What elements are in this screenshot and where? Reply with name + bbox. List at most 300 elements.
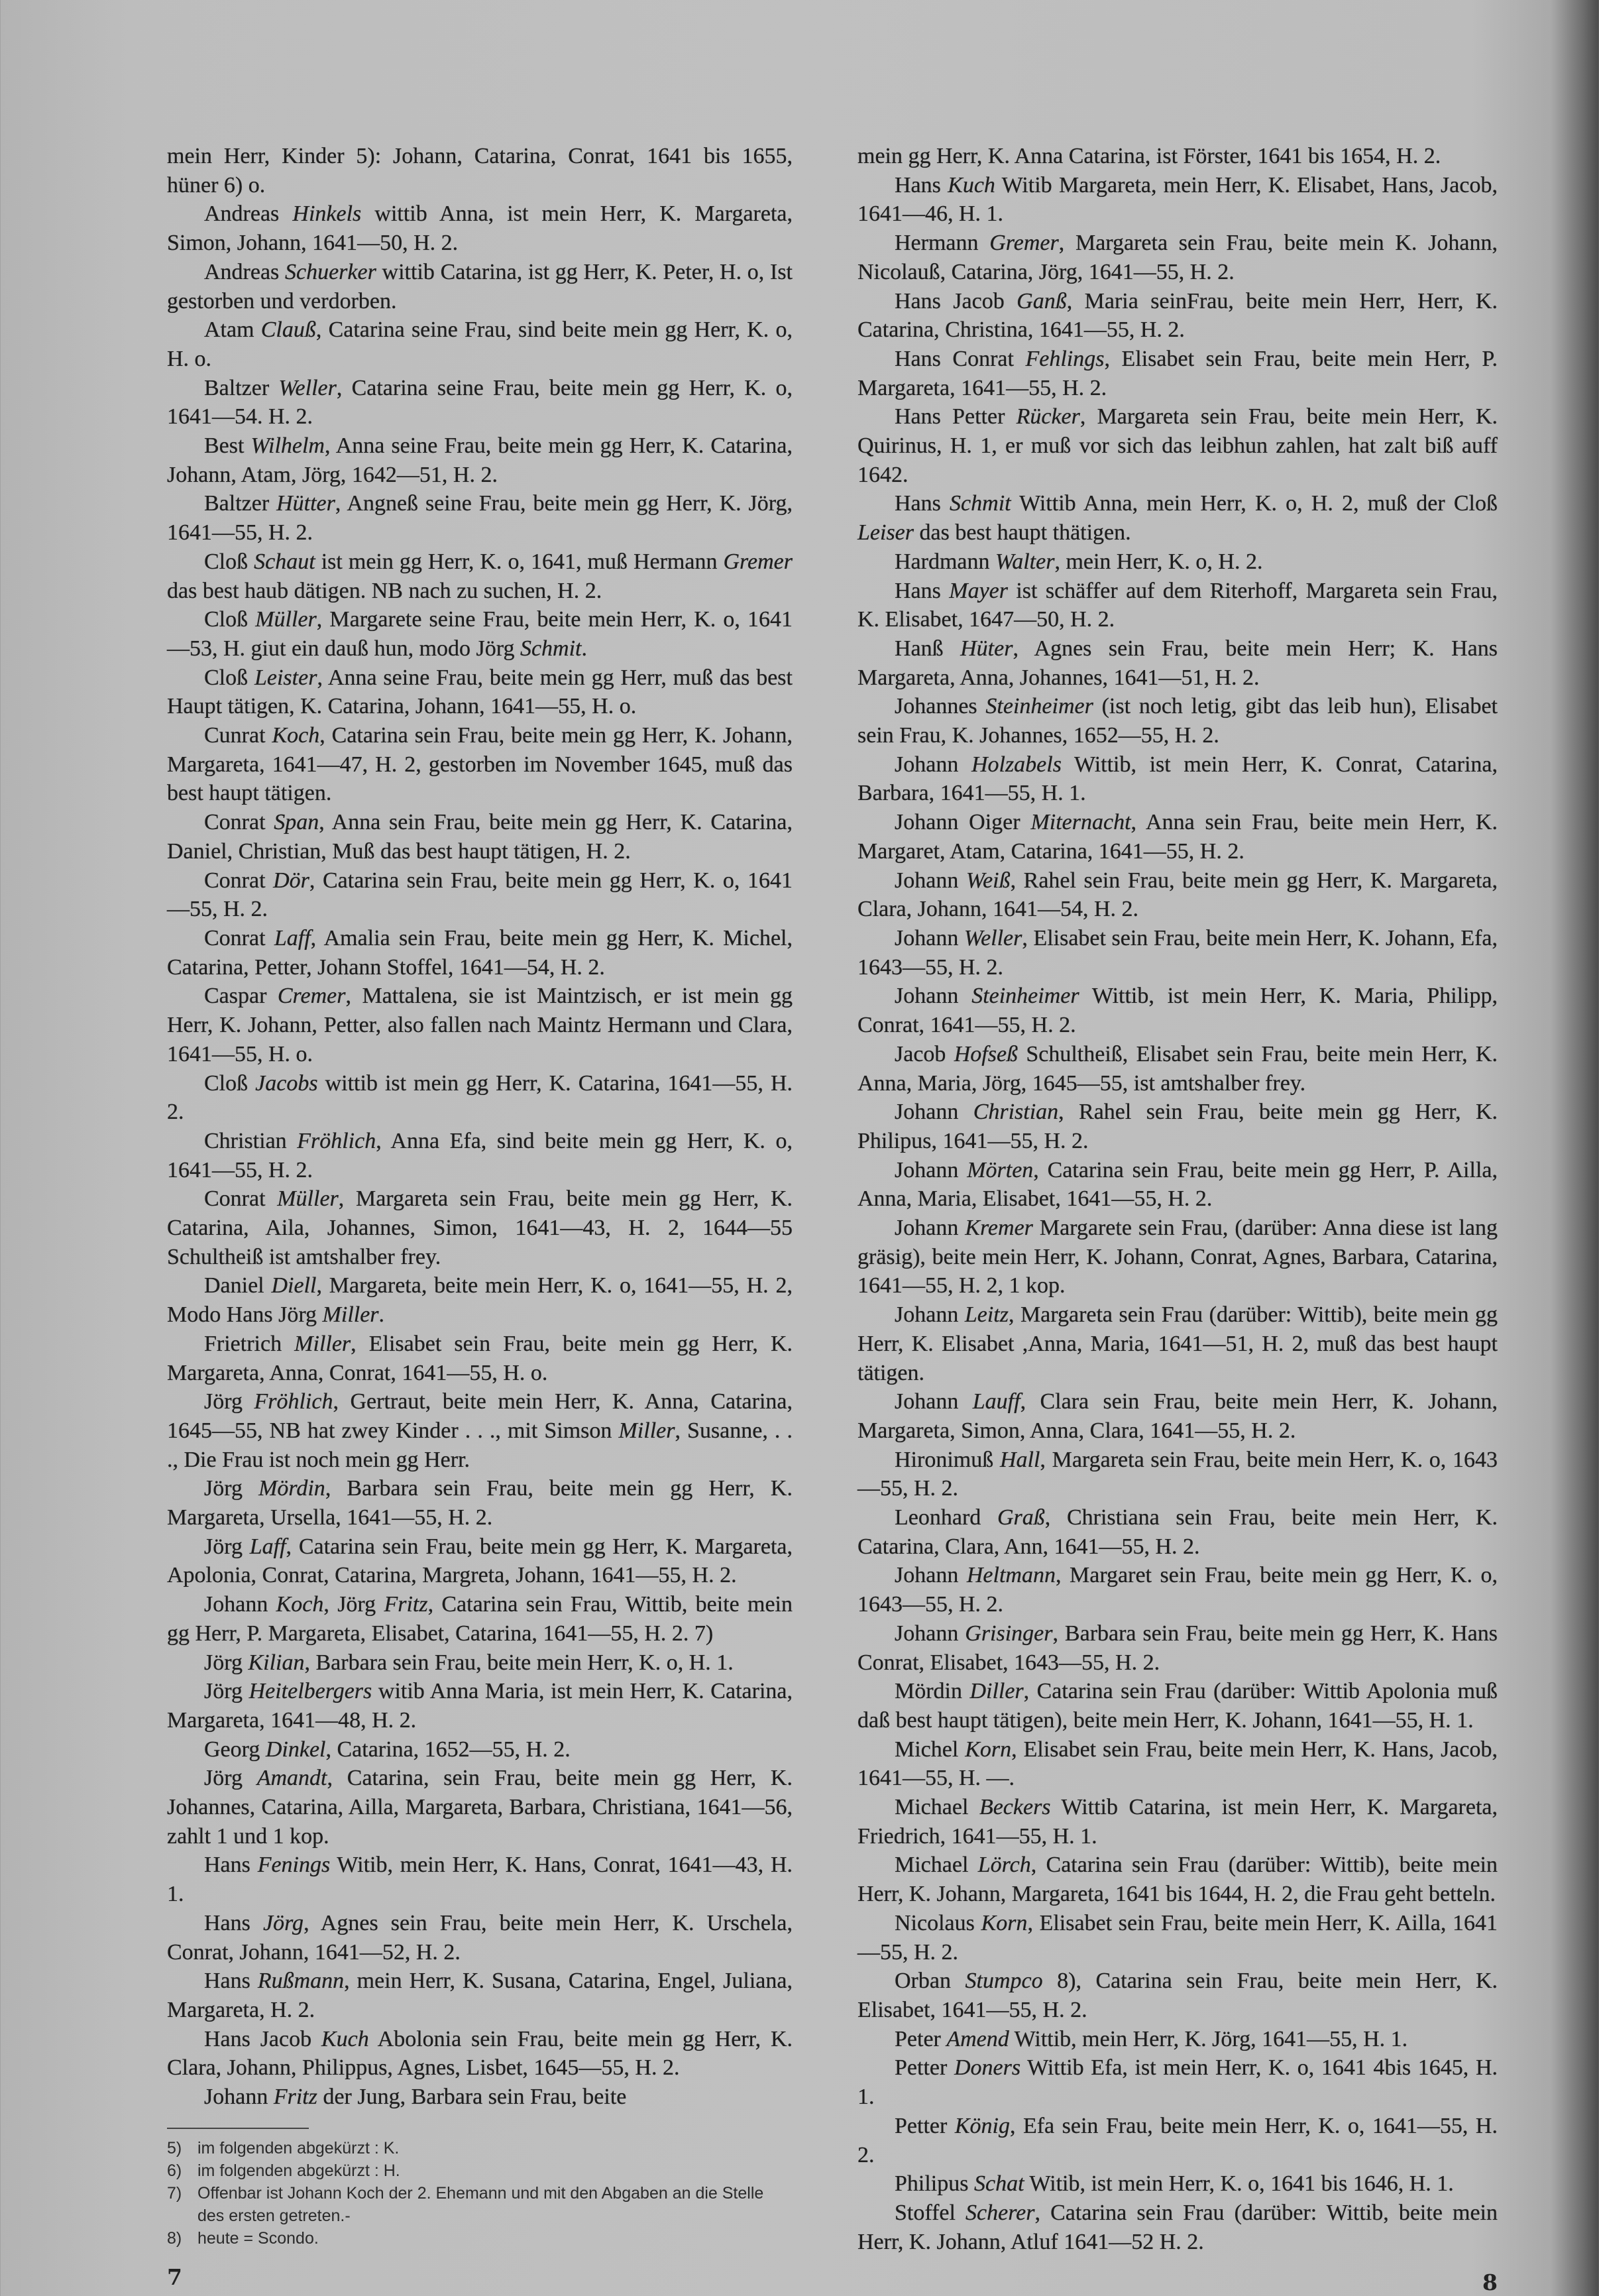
surname: Steinheimer: [985, 694, 1093, 719]
entry-text: Johann: [895, 1302, 965, 1328]
entry-text: Johann: [895, 1389, 973, 1414]
entry-text: Witib Margareta, mein Herr, K. Elisabet, Hans, Jacob, 1641—46, H. 1.: [857, 172, 1498, 227]
register-entry: [167, 1909, 793, 1967]
surname: Amend: [946, 2026, 1009, 2051]
entry-text: witib Anna Maria, ist mein Herr, K. Catarina, Margareta, 1641—48, H. 2.: [167, 1679, 793, 1733]
surname: König: [954, 2113, 1010, 2138]
entry-text: Daniel: [204, 1273, 272, 1298]
entry-text: , Elisabet sein Frau, beite mein Herr, K. Hans, Jacob, 1641—55, H. —.: [857, 1737, 1498, 1791]
register-entry: [857, 982, 1498, 1039]
register-entry: [167, 2083, 793, 2112]
surname: Christian: [973, 1100, 1059, 1125]
register-entry: [857, 1793, 1498, 1851]
register-entry: [167, 1127, 793, 1184]
register-entry: [167, 2025, 793, 2083]
entry-text: Hans: [204, 1910, 263, 1935]
right-text-column: [857, 142, 1498, 2256]
entry-text: , Agnes sein Frau, beite mein Herr, K. Urschela, Conrat, Johann, 1641—52, H. 2.: [167, 1910, 793, 1965]
surname: Koch: [272, 723, 320, 748]
entry-text: , Catarina seine Frau, beite mein gg Herr, K. o, 1641—54. H. 2.: [167, 375, 793, 430]
surname: Fenings: [257, 1853, 331, 1878]
entry-text: , Catarina sein Frau, Wittib, beite mein gg Herr, P. Margareta, Elisabet, Catarina, 1641—55, H. 2. 7): [167, 1592, 793, 1646]
surname: Rücker: [1016, 404, 1080, 430]
entry-text: wittib Anna, ist mein Herr, K. Margareta, Simon, Johann, 1641—50, H. 2.: [167, 201, 793, 256]
entry-text: , Catarina sein Frau, beite mein gg Herr, K. Margareta, Apolonia, Conrat, Catarina, Margreta, Johann, 1641—55, H. 2.: [167, 1534, 793, 1588]
entry-text: Johann: [204, 1592, 276, 1617]
register-entry: [167, 1648, 793, 1678]
entry-text: , Clara sein Frau, beite mein Herr, K. Johann, Margareta, Simon, Anna, Clara, 1641—55, H. 2.: [857, 1389, 1498, 1443]
entry-text: Johann Oiger: [895, 810, 1031, 835]
surname: Schat: [973, 2171, 1024, 2197]
register-entry: [167, 374, 793, 431]
entry-text: , Catarina sein Frau, beite mein gg Herr, P. Ailla, Anna, Maria, Elisabet, 1641—55, H. 2.: [857, 1157, 1498, 1212]
footnote: [167, 2227, 793, 2250]
entry-text: Christian: [204, 1128, 298, 1153]
register-entry: [857, 547, 1498, 577]
entry-text: Johann: [895, 984, 972, 1009]
surname: Schuerker: [285, 259, 376, 284]
entry-text: Wittib, ist mein Herr, K. Maria, Philipp, Conrat, 1641—55, H. 2.: [857, 984, 1498, 1038]
entry-text: , Anna seine Frau, beite mein gg Herr, muß das best Haupt tätigen, K. Catarina, Johann, 1641—55, H. o.: [167, 665, 793, 719]
surname: Beckers: [979, 1795, 1051, 1820]
entry-text: Atam: [204, 317, 261, 343]
entry-text: Johann: [895, 868, 966, 893]
entry-text: Conrat: [204, 1186, 278, 1212]
register-entry: [167, 721, 793, 808]
entry-text: Hanß: [895, 636, 961, 661]
entry-text: , Catarina sein Frau (darüber: Wittib, beite mein Herr, K. Johann, Atluf 1641—52 H. 2.: [857, 2200, 1498, 2254]
register-entry: [167, 1532, 793, 1590]
surname: Scherer: [965, 2200, 1035, 2225]
surname: Doners: [954, 2055, 1021, 2081]
register-entry: [857, 1214, 1498, 1300]
register-entry: [857, 1677, 1498, 1735]
surname: Mayer: [949, 578, 1008, 603]
register-entry: [857, 402, 1498, 489]
entry-text: ist schäffer auf dem Riterhoff, Margareta sein Frau, K. Elisabet, 1647—50, H. 2.: [857, 578, 1498, 632]
register-entry: [167, 547, 793, 605]
surname: Schmit: [950, 491, 1011, 516]
register-entry: [857, 750, 1498, 808]
surname: Jacobs: [255, 1070, 318, 1096]
surname: Lörch: [977, 1853, 1031, 1878]
register-entry: [857, 634, 1498, 692]
surname: Steinheimer: [971, 984, 1079, 1009]
entry-text: , Gertraut, beite mein Herr, K. Anna, Catarina, 1645—55, NB hat zwey Kinder . . ., mit Simson: [167, 1389, 793, 1443]
surname: Grisinger: [965, 1621, 1053, 1646]
entry-text: Wittib, ist mein Herr, K. Conrat, Catarina, Barbara, 1641—55, H. 1.: [857, 752, 1498, 806]
entry-text: , Catarina seine Frau, sind beite mein gg Herr, K. o, H. o.: [167, 317, 793, 371]
register-entry: [857, 1909, 1498, 1967]
surname: Müller: [277, 1186, 339, 1212]
entry-text: Jörg: [204, 1679, 249, 1704]
entry-text: Orban: [895, 1969, 965, 1994]
entry-text: , Christiana sein Frau, beite mein Herr, K. Catarina, Clara, Ann, 1641—55, H. 2.: [857, 1505, 1498, 1559]
entry-text: , Catarina sein Frau (darüber: Wittib), beite mein Herr, K. Johann, Margareta, 1641 bis 1644, H. 2, die Frau geht betteln.: [857, 1853, 1498, 1907]
entry-text: Schultheiß, Elisabet sein Frau, beite mein Herr, K. Anna, Maria, Jörg, 1645—55, ist amtshalber frey.: [857, 1041, 1498, 1096]
surname: Hinkels: [292, 201, 362, 227]
surname: Kremer: [965, 1216, 1033, 1241]
surname: Schaut: [254, 549, 315, 574]
surname: Fröhlich: [297, 1128, 376, 1153]
entry-text: , Anna sein Frau, beite mein Herr, K. Margaret, Atam, Catarina, 1641—55, H. 2.: [857, 810, 1498, 864]
surname: Lauff: [972, 1389, 1020, 1414]
entry-text: , Amalia sein Frau, beite mein gg Herr, K. Michel, Catarina, Petter, Johann Stoffel, 1641—54, H. 2.: [167, 925, 793, 980]
surname: Miller: [322, 1302, 379, 1328]
entry-text: Johann: [895, 1157, 967, 1182]
register-entry: [167, 1330, 793, 1387]
entry-text: Johann: [895, 925, 964, 950]
entry-text: Conrat: [204, 925, 274, 950]
surname: Miternacht: [1030, 810, 1131, 835]
right-page-area: [857, 142, 1498, 2296]
register-entry: [167, 1967, 793, 2024]
surname: Miller: [294, 1331, 351, 1356]
entry-text: Hans: [895, 172, 948, 198]
surname: Dör: [273, 868, 309, 893]
surname: Amandt: [256, 1766, 327, 1791]
entry-text: Cloß: [204, 1070, 256, 1096]
footnote: [167, 2159, 793, 2182]
entry-text: Jörg: [204, 1534, 250, 1559]
entry-text: das best haub dätigen. NB nach zu suchen, H. 2.: [167, 578, 602, 603]
entry-text: Michael: [895, 1795, 979, 1820]
entry-text: , Angneß seine Frau, beite mein gg Herr, K. Jörg, 1641—55, H. 2.: [167, 491, 793, 545]
register-entry: [857, 142, 1498, 171]
entry-text: Cloß: [204, 665, 254, 690]
entry-text: Johann: [204, 2085, 274, 2110]
entry-text: Leonhard: [895, 1505, 997, 1530]
footnote-number: 6): [167, 2161, 182, 2180]
footnote-text: heute = Scondo.: [197, 2228, 319, 2248]
entry-text: Hans: [895, 491, 950, 516]
entry-text: mein gg Herr, K. Anna Catarina, ist Förster, 1641 bis 1654, H. 2.: [857, 144, 1441, 168]
surname: Miller: [618, 1418, 675, 1443]
surname: Müller: [255, 607, 317, 632]
surname: Gremer: [989, 231, 1059, 256]
entry-text: wittib ist mein gg Herr, K. Catarina, 1641—55, H. 2.: [167, 1070, 793, 1125]
register-entry: [857, 1387, 1498, 1445]
entry-text: , Anna sein Frau, beite mein gg Herr, K. Catarina, Daniel, Christian, Muß das best haupt tätigen, H. 2.: [167, 810, 793, 864]
register-entry: [167, 1851, 793, 1908]
surname: Span: [274, 810, 319, 835]
entry-text: Hans Jacob: [895, 288, 1017, 314]
entry-text: , Elisabet sein Frau, beite mein Herr, K. Johann, Efa, 1643—55, H. 2.: [857, 925, 1498, 980]
surname: Korn: [965, 1737, 1012, 1762]
surname: Kilian: [248, 1650, 305, 1675]
entry-text: Wittib Efa, ist mein Herr, K. o, 1641 4bis 1645, H. 1.: [857, 2055, 1498, 2110]
register-entry: [857, 1098, 1498, 1155]
register-entry: [857, 2025, 1498, 2054]
surname: Hüter: [960, 636, 1013, 661]
register-entry: [167, 1271, 793, 1329]
register-entry: [167, 808, 793, 866]
entry-text: Jacob: [895, 1041, 954, 1066]
entry-text: , Rahel sein Frau, beite mein gg Herr, K. Philipus, 1641—55, H. 2.: [857, 1100, 1498, 1153]
surname: Weller: [964, 925, 1022, 950]
entry-text: Hermann: [895, 231, 990, 256]
entry-text: , Catarina, 1652—55, H. 2.: [325, 1737, 571, 1762]
surname: Leiser: [857, 520, 914, 545]
entry-text: , Mattalena, sie ist Maintzisch, er ist mein gg Herr, K. Johann, Petter, also fallen nach Maintz Hermann und Clara, 1641—55, H. o.: [167, 984, 793, 1066]
entry-text: , Barbara sein Frau, beite mein gg Herr, K. Hans Conrat, Elisabet, 1643—55, H. 2.: [857, 1621, 1498, 1675]
entry-text: Jörg: [204, 1650, 248, 1675]
entry-text: mein Herr, Kinder 5): Johann, Catarina, Conrat, 1641 bis 1655, hüner 6) o.: [167, 144, 793, 198]
entry-text: , Rahel sein Frau, beite mein gg Herr, K. Margareta, Clara, Johann, 1641—54, H. 2.: [857, 868, 1498, 922]
entry-text: Conrat: [204, 868, 274, 893]
entry-text: Johann: [895, 1100, 973, 1125]
footnote-text: im folgenden abgekürzt : H.: [197, 2161, 400, 2180]
entry-text: Caspar: [204, 984, 278, 1009]
footnote-number: 5): [167, 2138, 182, 2157]
surname: Weller: [278, 375, 337, 400]
surname: Laff: [274, 925, 311, 950]
entry-text: , Anna Efa, sind beite mein gg Herr, K. o, 1641—55, H. 2.: [167, 1128, 793, 1182]
surname: Holzabels: [971, 752, 1062, 777]
register-entry: [167, 1677, 793, 1735]
left-text-column: [167, 142, 793, 2112]
footnote-divider: [167, 2128, 309, 2129]
surname: Ganß: [1017, 288, 1067, 314]
entry-text: Witib, ist mein Herr, K. o, 1641 bis 1646, H. 1.: [1024, 2171, 1454, 2197]
entry-text: Baltzer: [204, 491, 277, 516]
register-entry: [857, 1503, 1498, 1561]
surname: Wilhelm: [250, 433, 325, 459]
surname: Hofseß: [954, 1041, 1019, 1066]
register-entry: [857, 1040, 1498, 1098]
register-entry: [167, 1069, 793, 1127]
surname: Mörten: [967, 1157, 1034, 1182]
register-entry: [857, 229, 1498, 286]
entry-text: Cloß: [204, 549, 254, 574]
register-entry: [167, 258, 793, 316]
entry-text: , Margareta sein Frau (darüber: Wittib), beite mein gg Herr, K. Elisabet ,Anna, Maria, 1641—51, H. 2, muß das best haupt tätigen.: [857, 1302, 1498, 1385]
entry-text: Hans Conrat: [895, 346, 1026, 371]
entry-text: Hironimuß: [895, 1447, 1000, 1472]
entry-text: wittib Catarina, ist gg Herr, K. Peter, H. o, Ist gestorben und verdorben.: [167, 259, 793, 314]
surname: Kuch: [948, 172, 995, 198]
entry-text: , Elisabet sein Frau, beite mein Herr, K. Ailla, 1641—55, H. 2.: [857, 1910, 1498, 1965]
surname: Laff: [249, 1534, 286, 1559]
entry-text: , mein Herr, K. o, H. 2.: [1054, 549, 1263, 574]
surname: Rußmann: [257, 1969, 345, 1994]
register-entry: [167, 1590, 793, 1648]
entry-text: , Barbara sein Frau, beite mein gg Herr, K. Margareta, Ursella, 1641—55, H. 2.: [167, 1476, 793, 1530]
entry-text: , Barbara sein Frau, beite mein Herr, K. o, H. 1.: [304, 1650, 734, 1675]
register-entry: [167, 982, 793, 1068]
entry-text: Georg: [204, 1737, 266, 1762]
entry-text: Hans Petter: [895, 404, 1017, 430]
register-entry: [167, 1764, 793, 1851]
page-number-right: 8: [1482, 2269, 1498, 2296]
entry-text: Mördin: [895, 1679, 970, 1704]
entry-text: Hans Jacob: [204, 2026, 321, 2051]
register-entry: [167, 431, 793, 489]
surname: Jörg: [263, 1910, 304, 1935]
surname: Walter: [995, 549, 1055, 574]
register-entry: [857, 287, 1498, 345]
register-entry: [857, 489, 1498, 547]
register-entry: [857, 1446, 1498, 1503]
surname: Cremer: [277, 984, 346, 1009]
entry-text: der Jung, Barbara sein Frau, beite: [317, 2085, 627, 2110]
footnote-number: 7): [167, 2183, 182, 2203]
register-entry: [167, 605, 793, 663]
footnote: [167, 2137, 793, 2159]
entry-text: , Margareta sein Frau, beite mein Herr, K. o, 1643—55, H. 2.: [857, 1447, 1498, 1501]
entry-text: Johann: [895, 752, 971, 777]
register-entry: [167, 316, 793, 373]
entry-text: , Efa sein Frau, beite mein Herr, K. o, 1641—55, H. 2.: [857, 2113, 1498, 2167]
footnote-text: im folgenden abgekürzt : K.: [197, 2138, 400, 2157]
surname: Hütter: [276, 491, 335, 516]
register-entry: [857, 2112, 1498, 2169]
surname: Kuch: [321, 2026, 369, 2051]
surname: Stumpco: [965, 1969, 1043, 1994]
surname: Heltmann: [966, 1563, 1056, 1588]
footnote: [167, 2182, 793, 2227]
entry-text: , Elisabet sein Frau, beite mein gg Herr, K. Margareta, Anna, Conrat, 1641—55, H. o.: [167, 1331, 793, 1385]
entry-text: , Catarina sein Frau, beite mein gg Herr, K. o, 1641—55, H. 2.: [167, 868, 793, 922]
entry-text: Jörg: [204, 1389, 254, 1414]
entry-text: Jörg: [204, 1766, 257, 1791]
surname: Mördin: [258, 1476, 325, 1501]
entry-text: Abolonia sein Frau, beite mein gg Herr, K. Clara, Johann, Philippus, Agnes, Lisbet, 1645—55, H. 2.: [167, 2026, 793, 2081]
surname: Leister: [254, 665, 317, 690]
surname: Diell: [271, 1273, 317, 1298]
entry-text: Stoffel: [895, 2200, 966, 2225]
entry-text: Petter: [895, 2113, 955, 2138]
entry-text: , Margareta sein Frau, beite mein gg Herr, K. Catarina, Aila, Johannes, Simon, 1641—43, H. 2, 1644—55 Schultheiß ist amtshalber frey.: [167, 1186, 793, 1269]
entry-text: , Margaret sein Frau, beite mein gg Herr, K. o, 1643—55, H. 2.: [857, 1563, 1498, 1617]
entry-text: Johann: [895, 1563, 967, 1588]
surname: Fritz: [273, 2085, 317, 2110]
register-entry: [167, 1735, 793, 1764]
register-entry: [857, 1156, 1498, 1214]
surname: Weiß: [965, 868, 1011, 893]
surname: Graß: [997, 1505, 1045, 1530]
register-entry: [857, 1561, 1498, 1619]
register-entry: [857, 1851, 1498, 1908]
entry-text: , Susanne, . . ., Die Frau ist noch mein gg Herr.: [167, 1418, 793, 1472]
entry-text: Baltzer: [204, 375, 279, 400]
entry-text: Michel: [895, 1737, 965, 1762]
register-entry: [857, 345, 1498, 402]
surname: Heitelbergers: [248, 1679, 372, 1704]
footnotes: [167, 2137, 793, 2250]
register-entry: [857, 171, 1498, 229]
entry-text: , mein Herr, K. Susana, Catarina, Engel, Juliana, Margareta, H. 2.: [167, 1969, 793, 2022]
entry-text: Hans: [204, 1853, 258, 1878]
register-entry: [857, 808, 1498, 866]
register-entry: [167, 866, 793, 924]
entry-text: Frietrich: [204, 1331, 295, 1356]
entry-text: , Elisabet sein Frau, beite mein Herr, P. Margareta, 1641—55, H. 2.: [857, 346, 1498, 400]
entry-text: Cunrat: [204, 723, 272, 748]
entry-text: , Margareta, beite mein Herr, K. o, 1641—55, H. 2, Modo Hans Jörg: [167, 1273, 793, 1328]
entry-text: 8), Catarina sein Frau, beite mein Herr, K. Elisabet, 1641—55, H. 2.: [857, 1969, 1498, 2022]
entry-text: Peter: [895, 2026, 947, 2051]
footnote-text: Offenbar ist Johann Koch der 2. Ehemann und mit den Abgaben an die Stelle des ersten getreten.-: [197, 2183, 764, 2225]
entry-text: Hans: [895, 578, 950, 603]
register-entry: [857, 1735, 1498, 1793]
register-entry: [857, 692, 1498, 750]
entry-text: , Catarina, sein Frau, beite mein gg Herr, K. Johannes, Catarina, Ailla, Margareta, Barbara, Christiana, 1641—56, zahlt 1 und 1 kop.: [167, 1766, 793, 1849]
entry-text: Hardmann: [895, 549, 996, 574]
entry-text: Margarete sein Frau, (darüber: Anna diese ist lang gräsig), beite mein Herr, K. Johann, Conrat, Agnes, Barbara, Catarina, 1641—55, H. 2, 1 kop.: [857, 1216, 1498, 1298]
register-entry: [167, 489, 793, 547]
entry-text: Wittib, mein Herr, K. Jörg, 1641—55, H. 1.: [1009, 2026, 1408, 2051]
entry-text: Philipus: [895, 2171, 974, 2197]
entry-text: Andreas: [204, 259, 285, 284]
register-entry: [857, 1619, 1498, 1677]
surname: Leitz: [964, 1302, 1009, 1328]
entry-text: , Agnes sein Frau, beite mein Herr; K. Hans Margareta, Anna, Johannes, 1641—51, H. 2.: [857, 636, 1498, 690]
entry-text: Johann: [895, 1621, 965, 1646]
register-entry: [857, 1967, 1498, 2024]
entry-text: Andreas: [204, 201, 293, 227]
entry-text: , Margareta sein Frau, beite mein K. Johann, Nicolauß, Catarina, Jörg, 1641—55, H. 2.: [857, 231, 1498, 284]
surname: Dinkel: [265, 1737, 326, 1762]
entry-text: , Catarina sein Frau (darüber: Wittib Apolonia muß daß best haupt tätigen), beite mein Herr, K. Johann, 1641—55, H. 1.: [857, 1679, 1498, 1733]
register-entry: [167, 1474, 793, 1532]
entry-text: .: [378, 1302, 385, 1328]
entry-text: ist mein gg Herr, K. o, 1641, muß Hermann: [315, 549, 724, 574]
surname: Schmit: [520, 636, 582, 661]
entry-text: Conrat: [204, 810, 274, 835]
register-entry: [857, 866, 1498, 924]
surname: Koch: [276, 1592, 324, 1617]
entry-text: Johann: [895, 1216, 965, 1241]
left-page-area: [167, 142, 793, 2291]
register-entry: [167, 663, 793, 721]
register-entry: [857, 2199, 1498, 2256]
entry-text: Petter: [895, 2055, 954, 2081]
register-entry: [167, 142, 793, 200]
entry-text: Witib, mein Herr, K. Hans, Conrat, 1641—43, H. 1.: [167, 1853, 793, 1907]
register-entry: [167, 924, 793, 982]
surname: Fritz: [384, 1592, 428, 1617]
entry-text: .: [581, 636, 588, 661]
entry-text: Cloß: [204, 607, 256, 632]
register-entry: [857, 1300, 1498, 1387]
surname: Fröhlich: [254, 1389, 333, 1414]
entry-text: , Catarina sein Frau, beite mein gg Herr, K. Johann, Margareta, 1641—47, H. 2, gestorben im November 1645, muß das best haupt tätigen.: [167, 723, 793, 806]
entry-text: das best haupt thätigen.: [914, 520, 1131, 545]
entry-text: , Jörg: [323, 1592, 384, 1617]
register-entry: [857, 577, 1498, 634]
footnote-number: 8): [167, 2228, 182, 2248]
entry-text: Johannes: [895, 694, 986, 719]
surname: Fehlings: [1025, 346, 1105, 371]
surname: Clauß: [260, 317, 316, 343]
entry-text: Hans: [204, 1969, 258, 1994]
surname: Korn: [981, 1910, 1028, 1935]
entry-text: , Anna seine Frau, beite mein gg Herr, K. Catarina, Johann, Atam, Jörg, 1642—51, H. 2.: [167, 433, 793, 487]
register-entry: [167, 200, 793, 257]
page-number-left: 7: [167, 2264, 182, 2290]
entry-text: Best: [204, 433, 251, 459]
register-entry: [857, 2053, 1498, 2111]
entry-text: , Maria seinFrau, beite mein Herr, Herr, K. Catarina, Christina, 1641—55, H. 2.: [857, 288, 1498, 343]
surname: Gremer: [723, 549, 793, 574]
entry-text: Nicolaus: [895, 1910, 981, 1935]
entry-text: Jörg: [204, 1476, 259, 1501]
entry-text: Wittib Anna, mein Herr, K. o, H. 2, muß der Cloß: [1011, 491, 1498, 516]
entry-text: , Margarete seine Frau, beite mein Herr, K. o, 1641—53, H. giut ein dauß hun, modo Jörg: [167, 607, 793, 661]
register-entry: [857, 924, 1498, 982]
register-entry: [857, 2169, 1498, 2199]
